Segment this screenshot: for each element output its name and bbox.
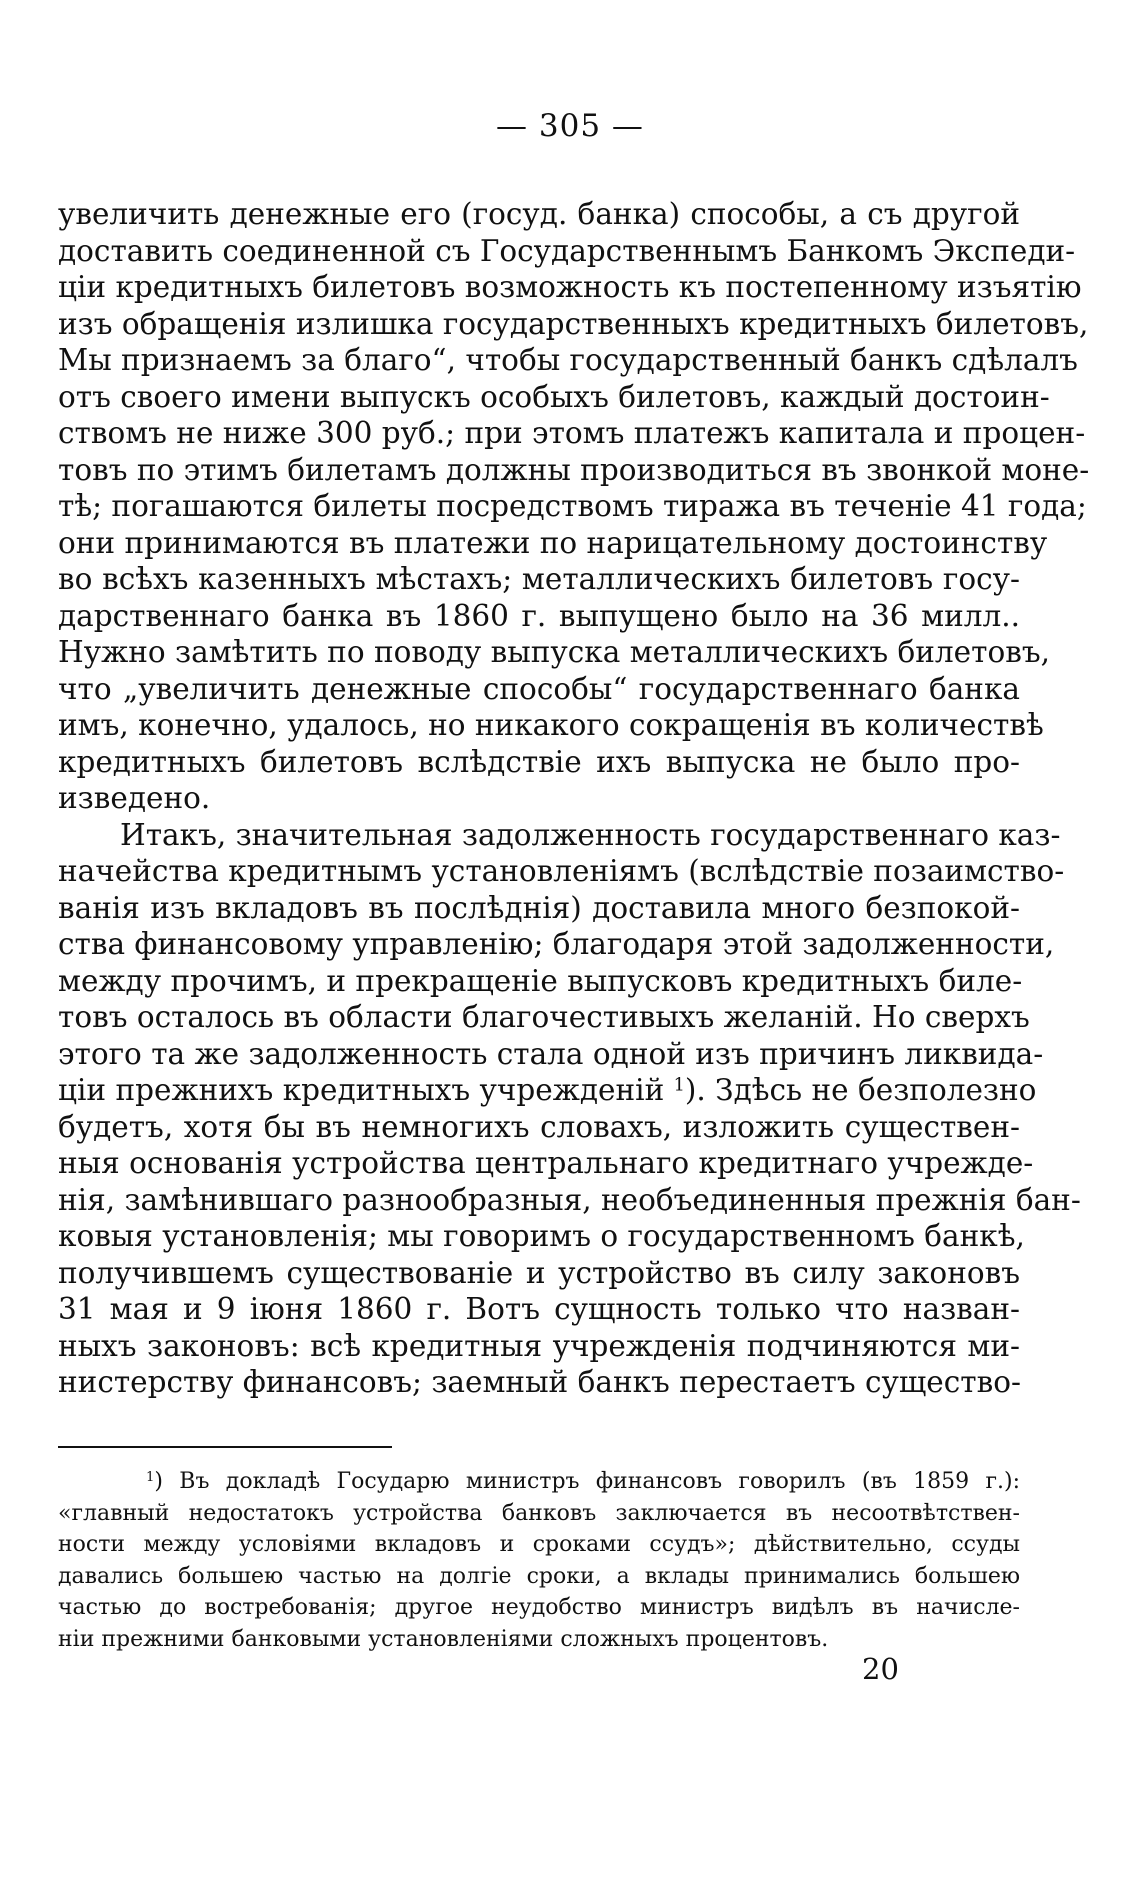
text-segment: ). Здѣсь не безполезно [684, 1073, 1037, 1107]
text-line: увеличить денежные его (госуд. банка) способы, а съ другой [58, 197, 1020, 231]
text-line: что „увеличить денежные способы“ государственнаго банка [58, 671, 1020, 706]
text-line: товъ осталось въ области благочестивыхъ желаній. Но сверхъ [58, 1000, 1030, 1034]
text-line: ціи кредитныхъ билетовъ возможность къ постепенному изъятію [58, 270, 1082, 304]
footnote-line: давались большею частью на долгіе сроки, а вклады принимались большею [58, 1563, 1020, 1589]
text-line: этого та же задолженность стала одной изъ причинъ ликвида- [58, 1036, 1044, 1071]
text-line: ства финансовому управленію; благодаря этой задолженности, [58, 927, 1055, 961]
text-line: между прочимъ, и прекращеніе выпусковъ кредитныхъ биле- [58, 963, 1023, 998]
text-line: будетъ, хотя бы въ немногихъ словахъ, изложить существен- [58, 1109, 1020, 1144]
printer-signature-mark: 20 [862, 1652, 899, 1686]
text-segment: ) Въ докладѣ Государю министръ финансовъ говорилъ (въ 1859 г.): [154, 1469, 1020, 1494]
text-line: ванія изъ вкладовъ въ послѣднія) доставила много безпокой- [58, 890, 1020, 925]
text-line: ныя основанія устройства центральнаго кредитнаго учрежде- [58, 1146, 1034, 1180]
text-line: нистерству финансовъ; заемный банкъ перестаетъ существо- [58, 1365, 1021, 1399]
footnote-divider [58, 1446, 392, 1448]
text-line: отъ своего имени выпускъ особыхъ билетовъ, каждый достоин- [58, 379, 1050, 414]
text-line: кредитныхъ билетовъ вслѣдствіе ихъ выпуска не было про- [58, 744, 1020, 779]
text-line: изъ обращенія излишка государственныхъ кредитныхъ билетовъ, [58, 306, 1089, 341]
text-line: ныхъ законовъ: всѣ кредитныя учрежденія подчиняются ми- [58, 1328, 1020, 1363]
text-line: нія, замѣнившаго разнообразныя, необъединенныя прежнія бан- [58, 1182, 1081, 1217]
text-line: во всѣхъ казенныхъ мѣстахъ; металлическихъ билетовъ госу- [58, 562, 1020, 596]
footnote-line: «главный недостатокъ устройства банковъ заключается въ несоотвѣтствен- [58, 1500, 1020, 1526]
main-text [58, 196, 1090, 1401]
text-line: Нужно замѣтить по поводу выпуска металлическихъ билетовъ, [58, 635, 1050, 669]
text-line: они принимаются въ платежи по нарицательному достоинству [58, 525, 1048, 560]
text-line: Мы признаемъ за благо“, чтобы государственный банкъ сдѣлалъ [58, 343, 1078, 377]
page-number: — 305 — [496, 108, 644, 144]
footnote-line: ности между условіями вкладовъ и сроками ссудъ»; дѣйствительно, ссуды [58, 1532, 1020, 1557]
footnote [58, 1466, 1020, 1655]
text-line: тѣ; погашаются билеты посредствомъ тиража въ теченіе 41 года; [58, 489, 1087, 523]
text-segment: ціи прежнихъ кредитныхъ учрежденій [58, 1073, 665, 1107]
text-line: начейства кредитнымъ установленіямъ (вслѣдствіе позаимство- [58, 854, 1065, 888]
text-line: ствомъ не ниже 300 руб.; при этомъ платежъ капитала и процен- [58, 416, 1086, 450]
text-line-with-footnote-ref [58, 1072, 1037, 1109]
text-line: изведено. [58, 781, 211, 815]
text-line: дарственнаго банка въ 1860 г. выпущено было на 36 милл.. [58, 598, 1020, 633]
text-line: 31 мая и 9 іюня 1860 г. Вотъ сущность только что назван- [58, 1292, 1020, 1326]
footnote-reference[interactable]: 1 [673, 1075, 685, 1096]
text-line: доставить соединенной съ Государственнымъ Банкомъ Экспеди- [58, 233, 1076, 268]
text-line: ковыя установленія; мы говоримъ о государственномъ банкѣ, [58, 1219, 1025, 1253]
text-line: имъ, конечно, удалось, но никакого сокращенія въ количествѣ [58, 708, 1044, 742]
footnote-first-line [58, 1466, 1020, 1498]
footnote-line: частью до востребованія; другое неудобство министръ видѣлъ въ начисле- [58, 1595, 1020, 1620]
paragraph-start-line: Итакъ, значительная задолженность государственнаго каз- [120, 817, 1061, 852]
text-line: товъ по этимъ билетамъ должны производиться въ звонкой моне- [58, 452, 1090, 487]
footnote-line: ніи прежними банковыми установленіями сложныхъ процентовъ. [58, 1626, 829, 1652]
text-line: получившемъ существованіе и устройство въ силу законовъ [58, 1255, 1020, 1290]
footnote-marker: 1 [146, 1469, 155, 1485]
